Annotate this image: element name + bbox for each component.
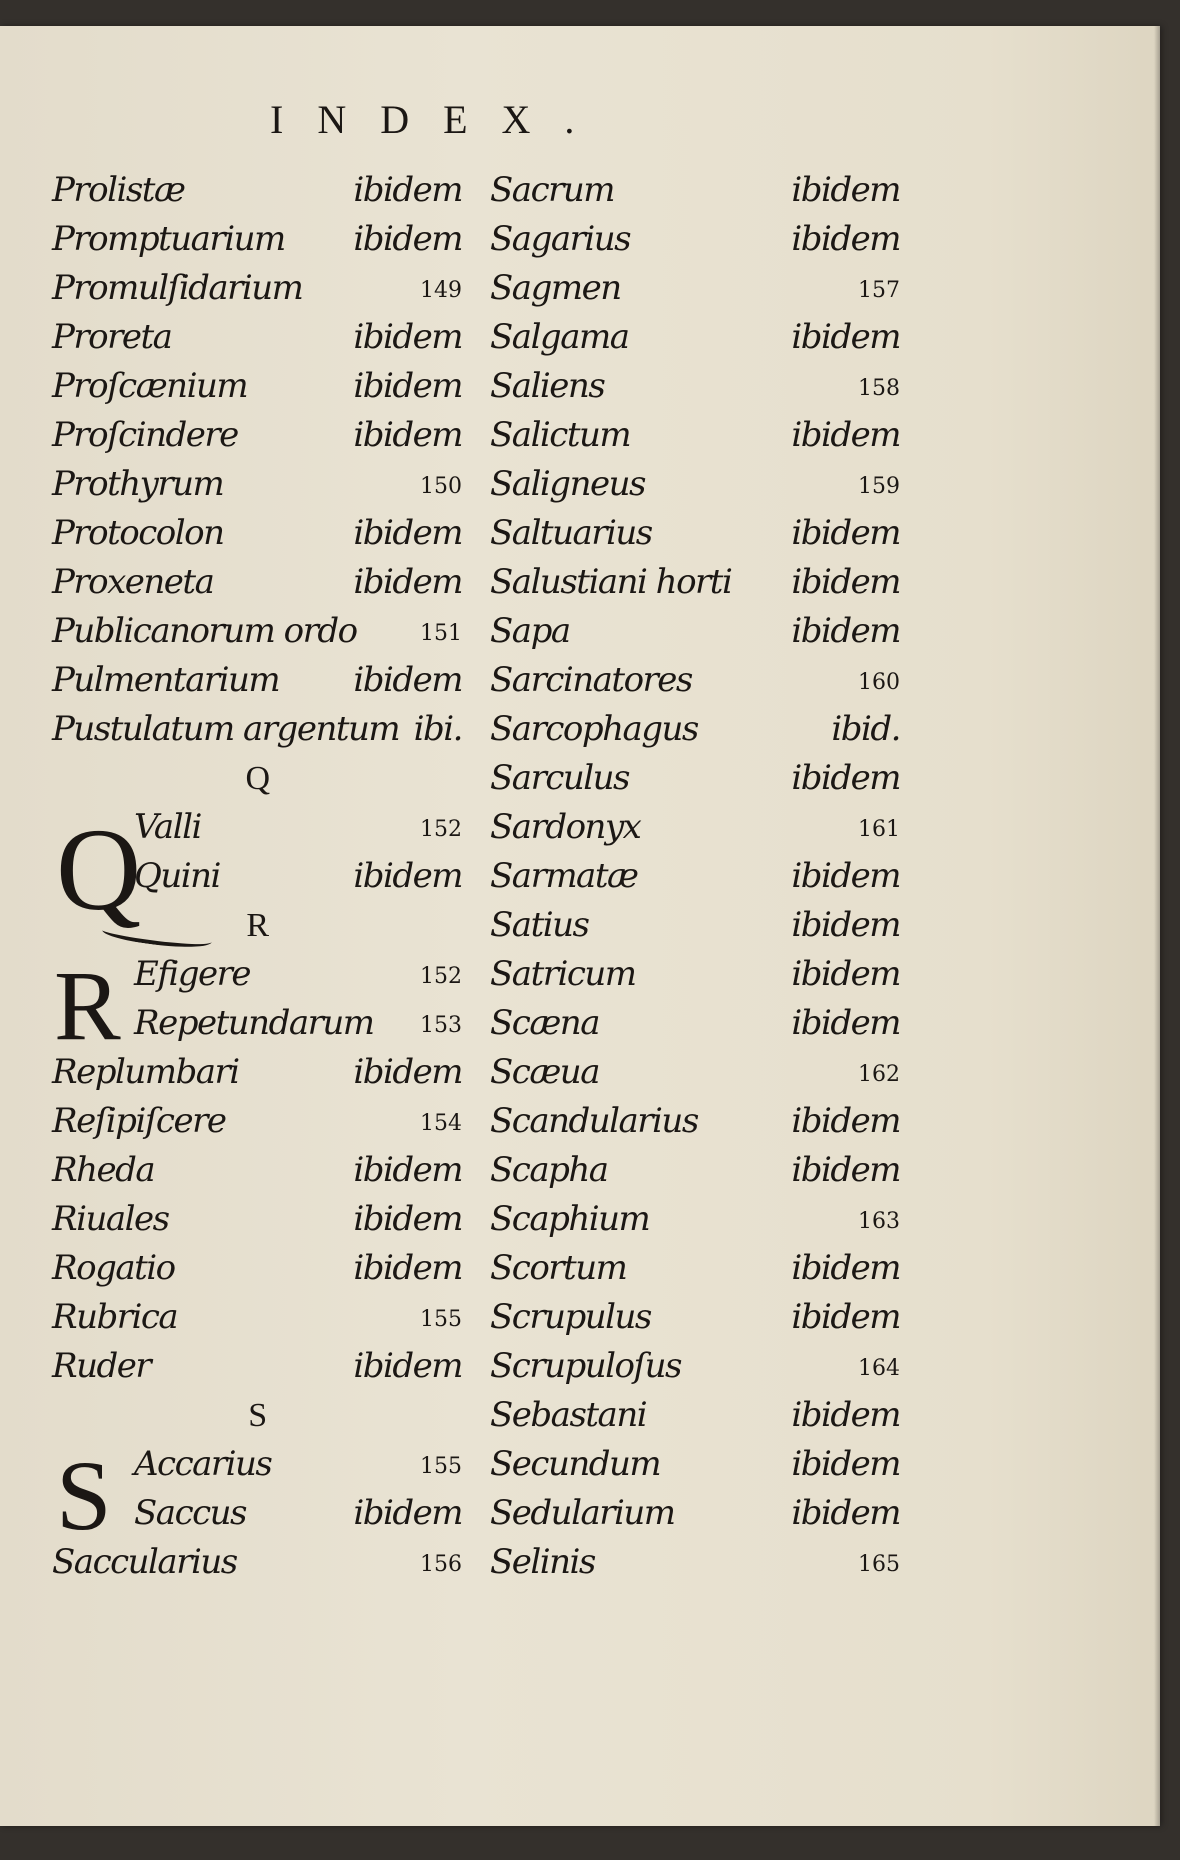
index-entry [490, 558, 900, 607]
index-term: Promulſidarium [52, 268, 303, 308]
index-page-ref: ibidem [353, 415, 462, 455]
index-entry [490, 754, 900, 803]
index-page-ref: ibidem [353, 513, 462, 553]
drop-cap-block-r [52, 950, 462, 1061]
index-entry [52, 1342, 462, 1391]
index-term: Selinis [490, 1542, 595, 1582]
index-page-ref: ibidem [791, 611, 900, 651]
index-term: Ruder [52, 1346, 151, 1386]
index-entry [52, 509, 462, 558]
index-term: Promptuarium [52, 219, 285, 259]
index-page-ref: ibidem [791, 1248, 900, 1288]
index-term: Sardonyx [490, 807, 641, 847]
index-page-ref: 151 [420, 621, 462, 646]
index-page-ref: ibidem [353, 1346, 462, 1386]
drop-cap-block-q [52, 803, 462, 935]
index-entry [490, 1538, 900, 1587]
page-edge-shadow [1154, 26, 1160, 1826]
index-page-ref: 152 [420, 817, 462, 842]
index-term: Salgama [490, 317, 629, 357]
index-entry [490, 705, 900, 754]
index-term: Sagmen [490, 268, 621, 308]
index-entry [52, 313, 462, 362]
index-entry [490, 509, 900, 558]
index-entry [52, 705, 462, 754]
index-page-ref: ibidem [353, 1150, 462, 1190]
index-page-ref: ibidem [791, 1395, 900, 1435]
index-entry [52, 1146, 462, 1195]
book-page [0, 26, 1160, 1826]
index-term: Protocolon [52, 513, 224, 553]
index-term: Scaphium [490, 1199, 650, 1239]
index-term: Sarcophagus [490, 709, 698, 749]
index-term: Sacrum [490, 170, 614, 210]
index-term: Sarcinatores [490, 660, 692, 700]
index-entry [52, 1048, 462, 1097]
index-term: Sebastani [490, 1395, 647, 1435]
index-page-ref: ibidem [791, 1003, 900, 1043]
index-entry [490, 1146, 900, 1195]
index-term: Scrupuloſus [490, 1346, 681, 1386]
index-term: Scapha [490, 1150, 608, 1190]
index-entry [490, 1244, 900, 1293]
index-term: Scæua [490, 1052, 599, 1092]
index-page-ref: 159 [858, 474, 900, 499]
index-entry [490, 166, 900, 215]
index-term: Sedularium [490, 1493, 675, 1533]
index-page-ref: ibidem [353, 856, 462, 896]
drop-cap-r: R [54, 950, 121, 1061]
index-page-ref: ibidem [353, 170, 462, 210]
index-page-ref: ibidem [791, 905, 900, 945]
index-term: Accarius [134, 1444, 272, 1484]
index-page-ref: 160 [858, 670, 900, 695]
index-term: Scæna [490, 1003, 599, 1043]
index-entry [490, 852, 900, 901]
index-entry [490, 607, 900, 656]
index-entry [490, 1391, 900, 1440]
index-term: Saligneus [490, 464, 645, 504]
left-column [52, 166, 462, 1587]
index-page-ref: ibidem [791, 219, 900, 259]
index-page-ref: ibidem [353, 1052, 462, 1092]
index-entry [490, 656, 900, 705]
index-page-ref: ibidem [791, 1150, 900, 1190]
index-page-ref: 150 [420, 474, 462, 499]
section-letter-q [52, 754, 462, 803]
index-entry [52, 1538, 462, 1587]
index-page-ref: ibidem [353, 1248, 462, 1288]
index-term: Efigere [134, 954, 251, 994]
index-term: Replumbari [52, 1052, 239, 1092]
index-entry [490, 1440, 900, 1489]
index-entry [490, 901, 900, 950]
index-term: Valli [134, 807, 201, 847]
index-term: Proſcindere [52, 415, 238, 455]
index-term: Proreta [52, 317, 172, 357]
index-term: Sarmatæ [490, 856, 638, 896]
index-entry [52, 1293, 462, 1342]
index-term: Prothyrum [52, 464, 224, 504]
index-entry [490, 460, 900, 509]
index-entry [52, 1244, 462, 1293]
section-letter-label: Q [245, 760, 269, 797]
index-entry [52, 215, 462, 264]
index-term: Proſcænium [52, 366, 248, 406]
index-entry [490, 1195, 900, 1244]
index-page-ref: 155 [420, 1307, 462, 1332]
index-term: Prolistæ [52, 170, 185, 210]
index-term: Salustiani horti [490, 562, 732, 602]
index-page-ref: ibid. [831, 709, 900, 749]
index-term: Scrupulus [490, 1297, 651, 1337]
index-entry [490, 215, 900, 264]
index-entry [52, 1195, 462, 1244]
index-term: Saccus [134, 1493, 246, 1533]
index-entry [52, 362, 462, 411]
index-entry [490, 1342, 900, 1391]
index-term: Pulmentarium [52, 660, 280, 700]
index-term: Saltuarius [490, 513, 652, 553]
index-term: Saccularius [52, 1542, 237, 1582]
index-page-ref: ibidem [791, 1444, 900, 1484]
index-page-ref: ibidem [353, 1493, 462, 1533]
index-page-ref: ibi. [413, 709, 462, 749]
index-entry [52, 656, 462, 705]
index-page-ref: 158 [858, 376, 900, 401]
index-page-ref: 153 [420, 1013, 462, 1038]
index-entry [52, 1097, 462, 1146]
index-page-ref: 154 [420, 1111, 462, 1136]
index-term: Repetundarum [134, 1003, 374, 1043]
index-entry [52, 264, 462, 313]
index-page-ref: ibidem [791, 1493, 900, 1533]
index-entry [490, 1489, 900, 1538]
index-page-ref: 149 [420, 278, 462, 303]
index-entry [52, 803, 462, 852]
index-term: Sarculus [490, 758, 629, 798]
index-entry [52, 999, 462, 1048]
section-letter-s [52, 1391, 462, 1440]
index-entry [490, 313, 900, 362]
index-term: Rogatio [52, 1248, 175, 1288]
index-page-ref: 155 [420, 1454, 462, 1479]
index-term: Sagarius [490, 219, 631, 259]
index-term: Rheda [52, 1150, 155, 1190]
index-entry [490, 411, 900, 460]
index-entry [490, 950, 900, 999]
index-term: Publicanorum ordo [52, 611, 357, 651]
index-term: Scandularius [490, 1101, 698, 1141]
drop-cap-s: S [56, 1440, 112, 1551]
index-entry [490, 1048, 900, 1097]
index-page-ref: 157 [858, 278, 900, 303]
index-entry [52, 607, 462, 656]
index-page-ref: ibidem [353, 366, 462, 406]
index-page-ref: ibidem [791, 758, 900, 798]
index-term: Saliens [490, 366, 605, 406]
index-entry [490, 999, 900, 1048]
index-entry [490, 362, 900, 411]
index-page-ref: 156 [420, 1552, 462, 1577]
index-term: Pustulatum argentum [52, 709, 400, 749]
page-header-index: INDEX. [270, 97, 609, 142]
index-page-ref: ibidem [791, 415, 900, 455]
index-page-ref: ibidem [353, 660, 462, 700]
section-letter-label: R [246, 907, 268, 944]
index-page-ref: 162 [858, 1062, 900, 1087]
index-page-ref: ibidem [791, 513, 900, 553]
drop-cap-block-s [52, 1440, 462, 1551]
index-entry [490, 264, 900, 313]
index-term: Satius [490, 905, 589, 945]
index-entry [52, 558, 462, 607]
index-page-ref: ibidem [791, 317, 900, 357]
index-term: Scortum [490, 1248, 627, 1288]
index-entry [52, 950, 462, 999]
index-page-ref: ibidem [791, 856, 900, 896]
index-page-ref: 152 [420, 964, 462, 989]
index-term: Secundum [490, 1444, 661, 1484]
index-page-ref: 163 [858, 1209, 900, 1234]
index-entry [490, 1097, 900, 1146]
index-page-ref: ibidem [791, 1101, 900, 1141]
index-page-ref: 161 [858, 817, 900, 842]
index-page-ref: 165 [858, 1552, 900, 1577]
index-term: Salictum [490, 415, 631, 455]
drop-cap-q: Q [56, 804, 142, 935]
index-entry [52, 411, 462, 460]
index-page-ref: ibidem [353, 219, 462, 259]
index-entry [52, 1440, 462, 1489]
right-column [490, 166, 900, 1587]
index-page-ref: ibidem [791, 1297, 900, 1337]
index-term: Proxeneta [52, 562, 214, 602]
index-entry [52, 166, 462, 215]
index-term: Reſipiſcere [52, 1101, 226, 1141]
index-entry [490, 803, 900, 852]
index-page-ref: ibidem [353, 562, 462, 602]
section-letter-label: S [248, 1397, 266, 1434]
index-term: Quini [134, 856, 220, 896]
index-page-ref: ibidem [353, 317, 462, 357]
index-page-ref: ibidem [353, 1199, 462, 1239]
index-entry [52, 852, 462, 901]
index-entry [52, 460, 462, 509]
index-entry [490, 1293, 900, 1342]
index-page-ref: 164 [858, 1356, 900, 1381]
section-letter-r [52, 901, 462, 950]
index-page-ref: ibidem [791, 954, 900, 994]
index-term: Satricum [490, 954, 636, 994]
index-page-ref: ibidem [791, 562, 900, 602]
index-term: Rubrica [52, 1297, 178, 1337]
index-entry [52, 1489, 462, 1538]
index-term: Riuales [52, 1199, 169, 1239]
index-term: Sapa [490, 611, 570, 651]
index-page-ref: ibidem [791, 170, 900, 210]
